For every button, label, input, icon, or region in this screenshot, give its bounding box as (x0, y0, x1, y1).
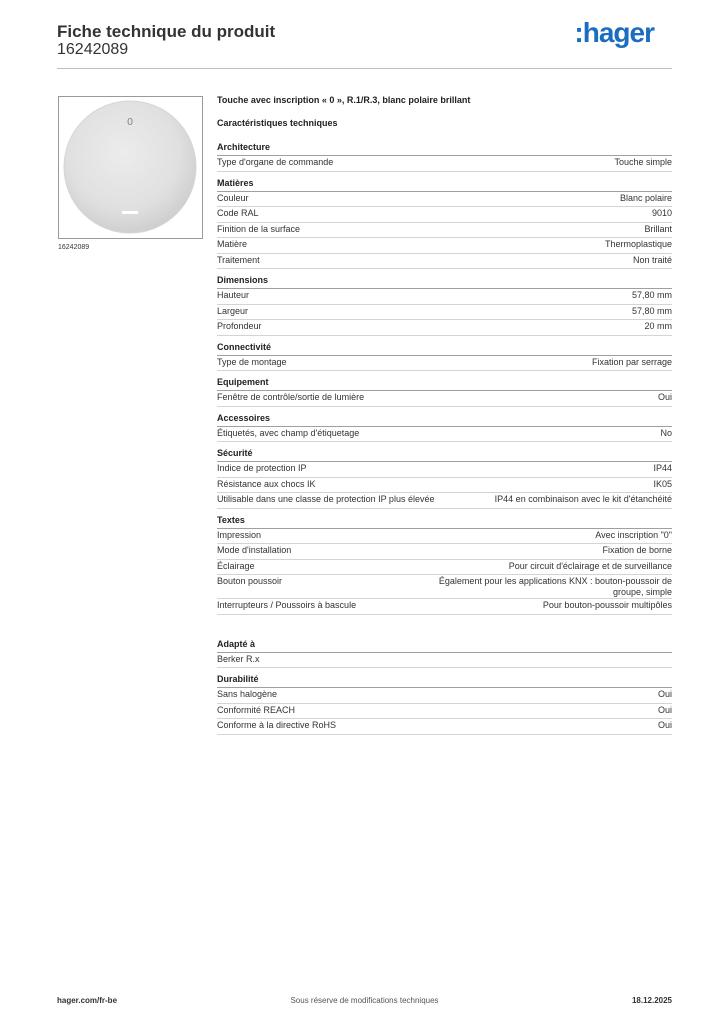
spec-row (217, 493, 672, 509)
spec-label: Finition de la surface (217, 223, 301, 234)
spec-label: Résistance aux chocs IK (217, 478, 316, 489)
section-title: Dimensions (217, 273, 672, 289)
spec-label: Conforme à la directive RoHS (217, 720, 337, 730)
spec-row (217, 688, 672, 704)
spec-label: Hauteur (217, 290, 250, 300)
spec-value: Oui (657, 720, 672, 730)
footer-date: 18.12.2025 (631, 996, 672, 1005)
spec-value: Oui (657, 392, 672, 402)
spec-row (217, 478, 672, 494)
spec-label: Code RAL (217, 208, 259, 218)
spec-value: No (660, 427, 672, 438)
spec-value: IP44 en combinaison avec le kit d'étanchéité (494, 494, 672, 504)
spec-row (217, 320, 672, 336)
spec-value: 9010 (651, 208, 672, 218)
header-divider (57, 68, 672, 69)
spec-label: Profondeur (217, 321, 262, 331)
spec-label: Matière (217, 239, 248, 249)
section-title: Textes (217, 513, 672, 529)
spec-label: Type de montage (217, 356, 287, 367)
section-title: Sécurité (217, 446, 672, 462)
inscription-symbol: 0 (126, 117, 134, 128)
spec-row (217, 575, 672, 599)
spec-row (217, 427, 672, 443)
spec-value: IK05 (653, 478, 672, 489)
spec-label: Type d'organe de commande (217, 157, 334, 167)
document-title: Fiche technique du produit (57, 22, 276, 41)
spec-label: Éclairage (217, 560, 255, 571)
spec-value: Blanc polaire (619, 192, 672, 203)
spec-value: 57,80 mm (631, 305, 672, 316)
spec-row (217, 192, 672, 208)
spec-value: Fixation par serrage (591, 356, 672, 367)
spec-value: Avec inscription "0" (595, 529, 672, 540)
section-title: Accessoires (217, 411, 672, 427)
spec-label: Bouton poussoir (217, 576, 283, 586)
spec-row (217, 599, 672, 615)
section-title: Connectivité (217, 340, 672, 356)
page-header (57, 17, 672, 68)
spec-row (217, 305, 672, 321)
spec-row (217, 356, 672, 372)
spec-label: Largeur (217, 305, 249, 316)
section-title: Adapté à (217, 637, 672, 653)
spec-label: Traitement (217, 254, 260, 265)
spec-row (217, 238, 672, 254)
spec-value: Pour bouton-poussoir multipôles (542, 600, 672, 610)
spec-value: IP44 (653, 463, 672, 473)
spec-row (217, 289, 672, 305)
spec-value: Touche simple (614, 157, 672, 167)
spec-row (217, 254, 672, 270)
spec-value: Également pour les applications KNX : bouton-poussoir de groupe, simple (438, 576, 672, 597)
spec-label: Berker R.x (217, 653, 260, 664)
spec-label: Fenêtre de contrôle/sortie de lumière (217, 392, 365, 402)
push-button-illustration (59, 97, 202, 238)
spec-value: Oui (657, 689, 672, 699)
section-title: Durabilité (217, 672, 672, 688)
spec-value: Pour circuit d'éclairage et de surveillance (508, 560, 672, 571)
product-image (58, 96, 203, 239)
footer-notice: Sous réserve de modifications techniques (290, 996, 439, 1005)
spec-row (217, 207, 672, 223)
spec-label: Interrupteurs / Poussoirs à bascule (217, 600, 357, 610)
section-title: Architecture (217, 140, 672, 156)
spec-label: Couleur (217, 192, 249, 203)
spec-value: 57,80 mm (631, 290, 672, 300)
spec-row (217, 156, 672, 172)
spec-row (217, 544, 672, 560)
spec-row (217, 653, 672, 669)
section-spacer (217, 615, 672, 633)
spec-row (217, 704, 672, 720)
spec-value: Fixation de borne (602, 545, 672, 555)
footer-website: hager.com/fr-be (57, 996, 118, 1005)
spec-value: Oui (657, 704, 672, 715)
spec-label: Utilisable dans une classe de protection IP plus élevée (217, 494, 435, 504)
spec-row (217, 223, 672, 239)
spec-row (217, 462, 672, 478)
spec-label: Impression (217, 529, 262, 540)
spec-label: Mode d'installation (217, 545, 292, 555)
light-window (122, 211, 138, 214)
image-caption: 16242089 (58, 244, 90, 251)
section-title: Equipement (217, 375, 672, 391)
spec-row (217, 719, 672, 735)
technical-characteristics-heading: Caractéristiques techniques (217, 118, 338, 128)
spec-label: Étiquetés, avec champ d'étiquetage (217, 427, 360, 438)
section-title: Matières (217, 176, 672, 192)
spec-row (217, 391, 672, 407)
specification-content (217, 90, 672, 735)
hager-logo: :hager (574, 17, 654, 48)
spec-sections (217, 140, 672, 735)
product-number: 16242089 (57, 41, 129, 58)
spec-label: Sans halogène (217, 689, 278, 699)
spec-value: Thermoplastique (604, 239, 672, 249)
spec-row (217, 560, 672, 576)
spec-value: Non traité (632, 254, 672, 265)
product-title: Touche avec inscription « 0 », R.1/R.3, blanc polaire brillant (217, 95, 471, 105)
spec-label: Conformité REACH (217, 704, 296, 715)
spec-value: 20 mm (644, 321, 672, 331)
spec-row (217, 529, 672, 545)
spec-value: Brillant (644, 223, 672, 234)
spec-label: Indice de protection IP (217, 463, 307, 473)
